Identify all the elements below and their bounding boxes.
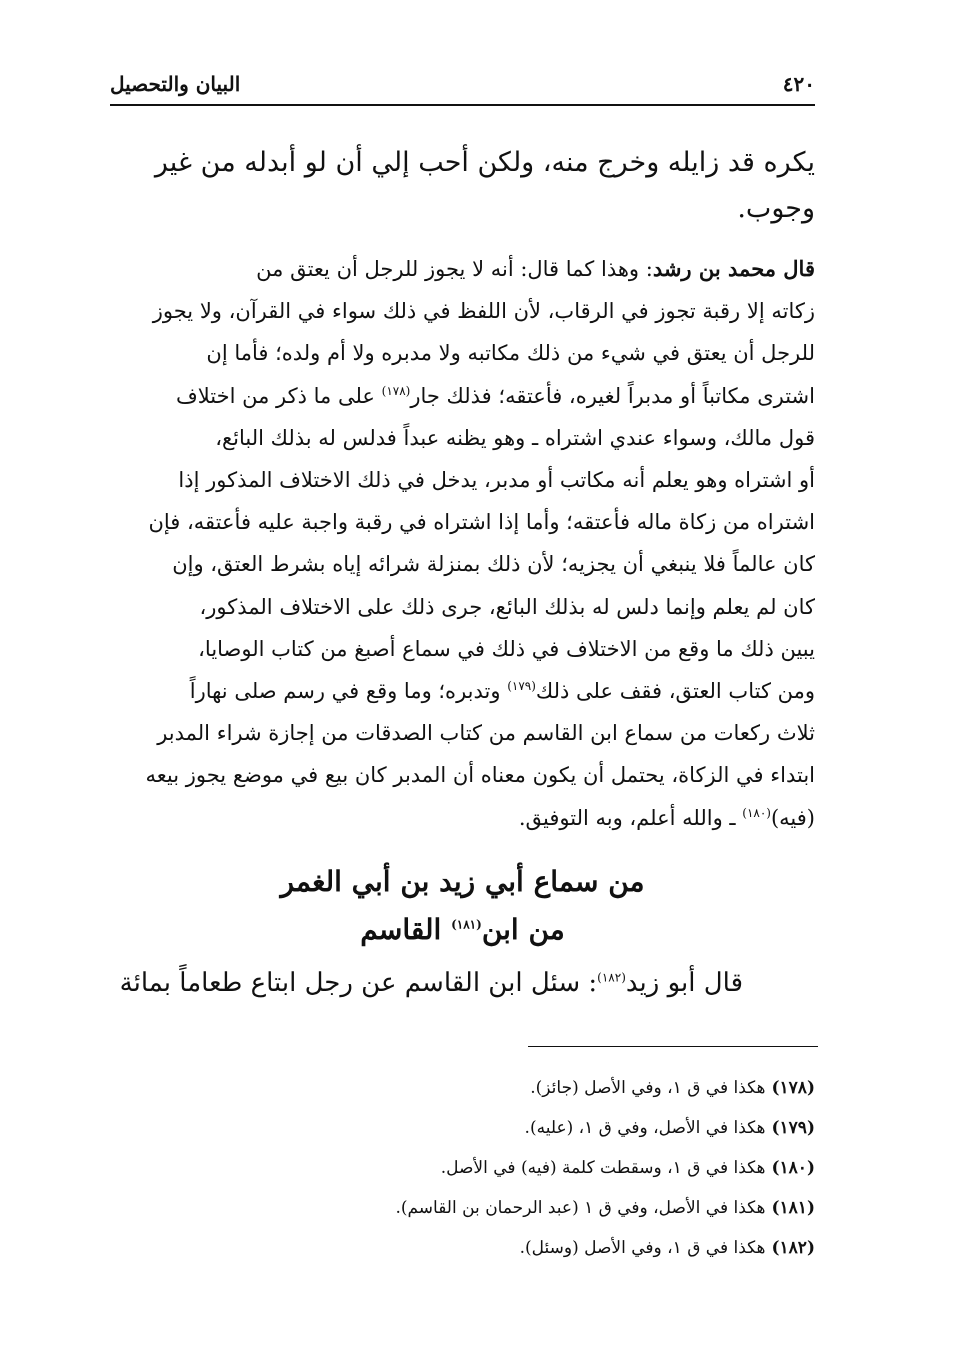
paragraph-line: يبين ذلك ما وقع من الاختلاف في ذلك في سماع أصبغ من كتاب الوصايا،: [198, 636, 815, 661]
heading-text: من ابن: [481, 913, 565, 946]
footnote-ref[interactable]: (١٨٠): [742, 805, 771, 820]
speaker-name: قال محمد بن رشد: [652, 256, 815, 281]
footnote-text: هكذا في ق ١، وفي الأصل (جائز).: [530, 1078, 766, 1098]
closing-paragraph: [110, 960, 743, 1006]
opening-line: يكره قد زايله وخرج منه، ولكن أحب إلي أن لو أبدله من غير: [154, 147, 815, 178]
heading-line: [110, 906, 815, 954]
line-text: (فيه): [770, 805, 815, 830]
footnote-number: (١٨١): [771, 1198, 815, 1218]
paragraph-line: زكاته إلا رقبة تجوز في الرقاب، لأن اللفظ في ذلك سواء في القرآن، ولا يجوز: [152, 299, 815, 324]
opening-paragraph: [110, 140, 815, 232]
paragraph-line: أو اشتراه وهو يعلم أنه مكاتب أو مدبر، يدخل في ذلك الاختلاف المذكور إذا: [178, 468, 815, 493]
paragraph-line: [110, 375, 815, 417]
line-text: قال أبو زيد: [625, 968, 743, 998]
paragraph-line: اشتراه من زكاة ماله فأعتقه؛ وأما إذا اشتراه في رقبة واجبة عليه فأعتقه، فإن: [148, 510, 815, 535]
paragraph-line: [110, 797, 815, 839]
footnote-ref[interactable]: (١٨١): [451, 917, 482, 932]
footnotes: [110, 1068, 815, 1268]
footnote-number: (١٨٢): [771, 1238, 815, 1258]
book-title: البيان والتحصيل: [110, 72, 241, 96]
footnote-text: هكذا في الأصل، وفي ق ١، (عليه).: [524, 1118, 766, 1138]
footnote: [110, 1148, 815, 1188]
footnote-text: هكذا في ق ١، وفي الأصل (وسئل).: [519, 1238, 766, 1258]
line-text: : وهذا كما قال: أنه لا يجوز للرجل أن يعتق من: [256, 257, 653, 281]
section-heading: [110, 858, 815, 954]
footnote-ref[interactable]: (١٧٨): [381, 383, 411, 398]
paragraph-line: قول مالك، وسواء عندي اشتراه ـ وهو يظنه عبداً فدلس له بذلك البائع،: [215, 425, 815, 450]
paragraph-line: [110, 960, 743, 1006]
line-text: : سئل ابن القاسم عن رجل ابتاع طعاماً بمائة: [119, 968, 598, 998]
opening-line: وجوب.: [737, 193, 815, 224]
footnote-number: (١٧٨): [771, 1078, 815, 1098]
paragraph-line: كان لم يعلم وإنما دلس له بذلك البائع، جرى ذلك على الاختلاف المذكور،: [199, 594, 815, 619]
line-text: ـ والله أعلم، وبه التوفيق.: [518, 805, 743, 830]
footnote: [110, 1068, 815, 1108]
footnote: [110, 1108, 815, 1148]
footnote: [110, 1228, 815, 1268]
paragraph-line: [110, 670, 815, 712]
footnote-text: هكذا في ق ١، وسقطت كلمة (فيه) في الأصل.: [440, 1158, 766, 1178]
paragraph-line: [110, 248, 815, 290]
paragraph-line: كان عالماً فلا ينبغي أن يجزيه؛ لأن ذلك بمنزلة شرائه إياه بشرط العتق، وإن: [172, 552, 815, 577]
line-text: على ما ذكر من اختلاف: [176, 383, 382, 408]
footnote-number: (١٨٠): [771, 1158, 815, 1178]
running-head: [110, 66, 815, 102]
heading-text: القاسم: [360, 913, 452, 946]
paragraph-line: ثلاث ركعات من سماع ابن القاسم من كتاب الصدقات من إجازة شراء المدبر: [157, 721, 815, 746]
paragraph-line: للرجل أن يعتق في شيء من ذلك مكاتبه ولا مدبره ولا أم ولده؛ فأما إن: [206, 341, 815, 366]
footnote-text: هكذا في الأصل، وفي ق ١ (عبد الرحمان بن القاسم).: [395, 1198, 766, 1218]
footnote-ref[interactable]: (١٨٢): [597, 970, 626, 985]
line-text: اشترى مكاتباً أو مدبراً لغيره، فأعتقه؛ فذلك جار: [410, 383, 815, 408]
paragraph-line: ابتداء في الزكاة، يحتمل أن يكون معناه أن المدبر كان بيع في موضع يجوز بيعه: [145, 763, 815, 788]
page-number: ٤٢٠: [782, 72, 815, 96]
heading-line: من سماع أبي زيد بن أبي الغمر: [280, 865, 645, 898]
footnote: [110, 1188, 815, 1228]
line-text: ومن كتاب العتق، فقف على ذلك: [535, 679, 815, 704]
footnote-ref[interactable]: (١٧٩): [507, 679, 536, 694]
footnote-rule: [528, 1046, 818, 1047]
commentary-paragraph: [110, 248, 815, 839]
line-text: وتدبره؛ وما وقع في رسم صلى نهاراً: [189, 679, 508, 704]
footnote-number: (١٧٩): [771, 1118, 815, 1138]
header-rule: [110, 104, 815, 106]
